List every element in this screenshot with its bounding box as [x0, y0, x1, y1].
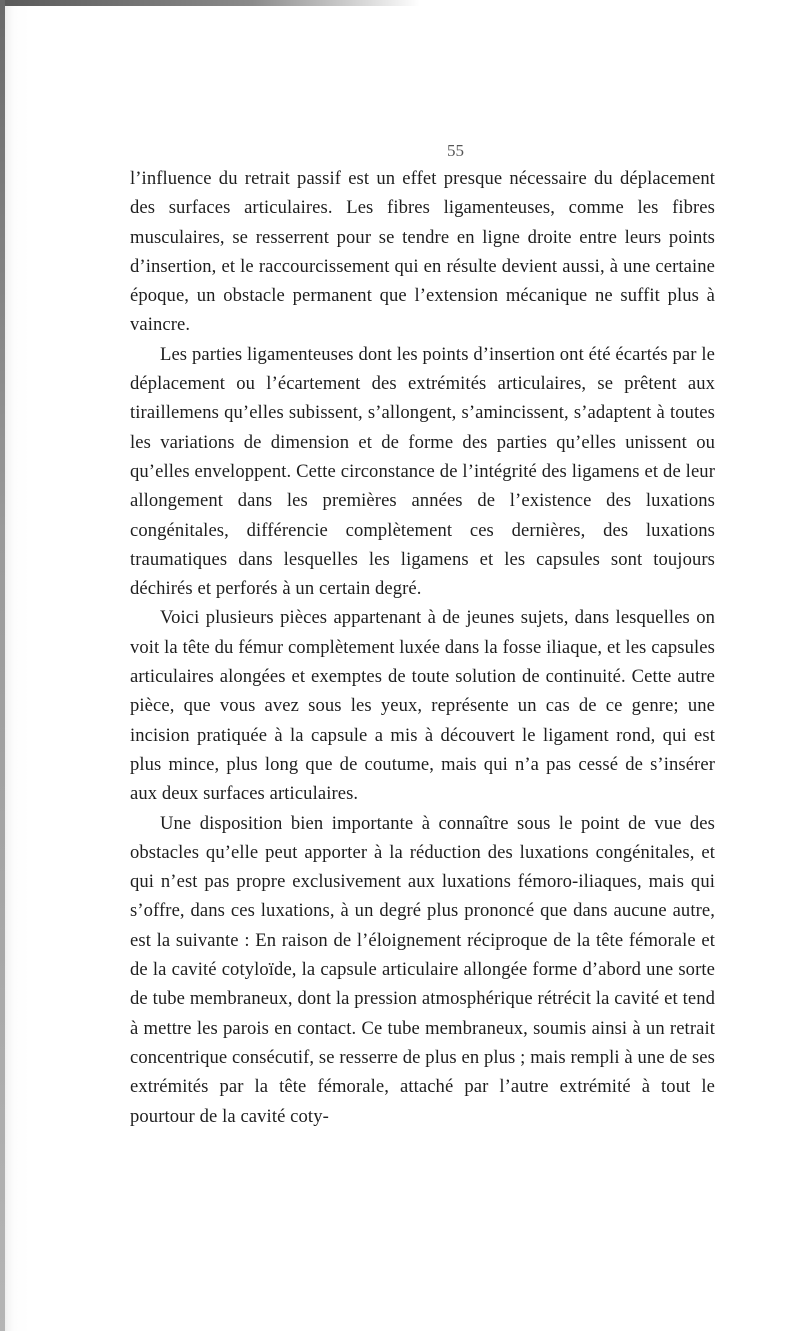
paragraph-1: l’influence du retrait passif est un effet presque nécessaire du déplacement des surfaces articulaires. Les fibres ligamenteuses, comme les fibres musculaires, se resserrent pour se tendre en ligne droite entre leurs points d’insertion, et le raccourcissement qui en résulte devient aussi, à une certaine époque, un obstacle permanent que l’extension mécanique ne suffit plus à vaincre. [130, 168, 715, 336]
paragraph-4: Une disposition bien importante à connaître sous le point de vue des obstacles qu’elle peut apporter à la réduction des luxations congénitales, et qui n’est pas propre exclusivement aux luxations fémoro-iliaques, mais qui s’offre, dans ces luxations, à un degré plus prononcé que dans aucune autre, est la suivante : En raison de l’éloignement réciproque de la tête fémorale et de la cavité cotyloïde, la capsule articulaire allongée forme d’abord une sorte de tube membraneux, dont la pression atmosphérique rétrécit la cavité et tend à mettre les parois en contact. Ce tube membraneux, soumis ainsi à un retrait concentrique consécutif, se resserre de plus en plus ; mais rempli à une de ses extrémités par la tête fémorale, attaché par l’autre extrémité à tout le pourtour de la cavité coty- [130, 812, 715, 1127]
body-text [130, 164, 715, 1131]
page-binding-shadow [0, 0, 5, 1331]
page-number: 55 [447, 141, 464, 160]
paragraph-3: Voici plusieurs pièces appartenant à de jeunes sujets, dans lesquelles on voit la tête du fémur complètement luxée dans la fosse iliaque, et les capsules articulaires alongées et exemptes de toute solution de continuité. Cette autre pièce, que vous avez sous les yeux, représente un cas de ce genre; une incision pratiquée à la capsule a mis à découvert le ligament rond, qui est plus mince, plus long que de coutume, mais qui n’a pas cessé de s’insérer aux deux surfaces articulaires. [130, 607, 715, 805]
page-top-shadow [0, 0, 420, 6]
paragraph-2: Les parties ligamenteuses dont les points d’insertion ont été écartés par le déplacement ou l’écartement des extrémités articulaires, se prêtent aux tiraillemens qu’elles subissent, s’allongent, s’amincissent, s’adaptent à toutes les variations de dimension et de forme des parties qu’elles unissent ou qu’elles enveloppent. Cette circonstance de l’intégrité des ligamens et de leur allongement dans les premières années de l’existence des luxations congénitales, différencie complètement ces dernières, des luxations traumatiques dans lesquelles les ligamens et les capsules sont toujours déchirés et perforés à un certain degré. [130, 343, 715, 600]
